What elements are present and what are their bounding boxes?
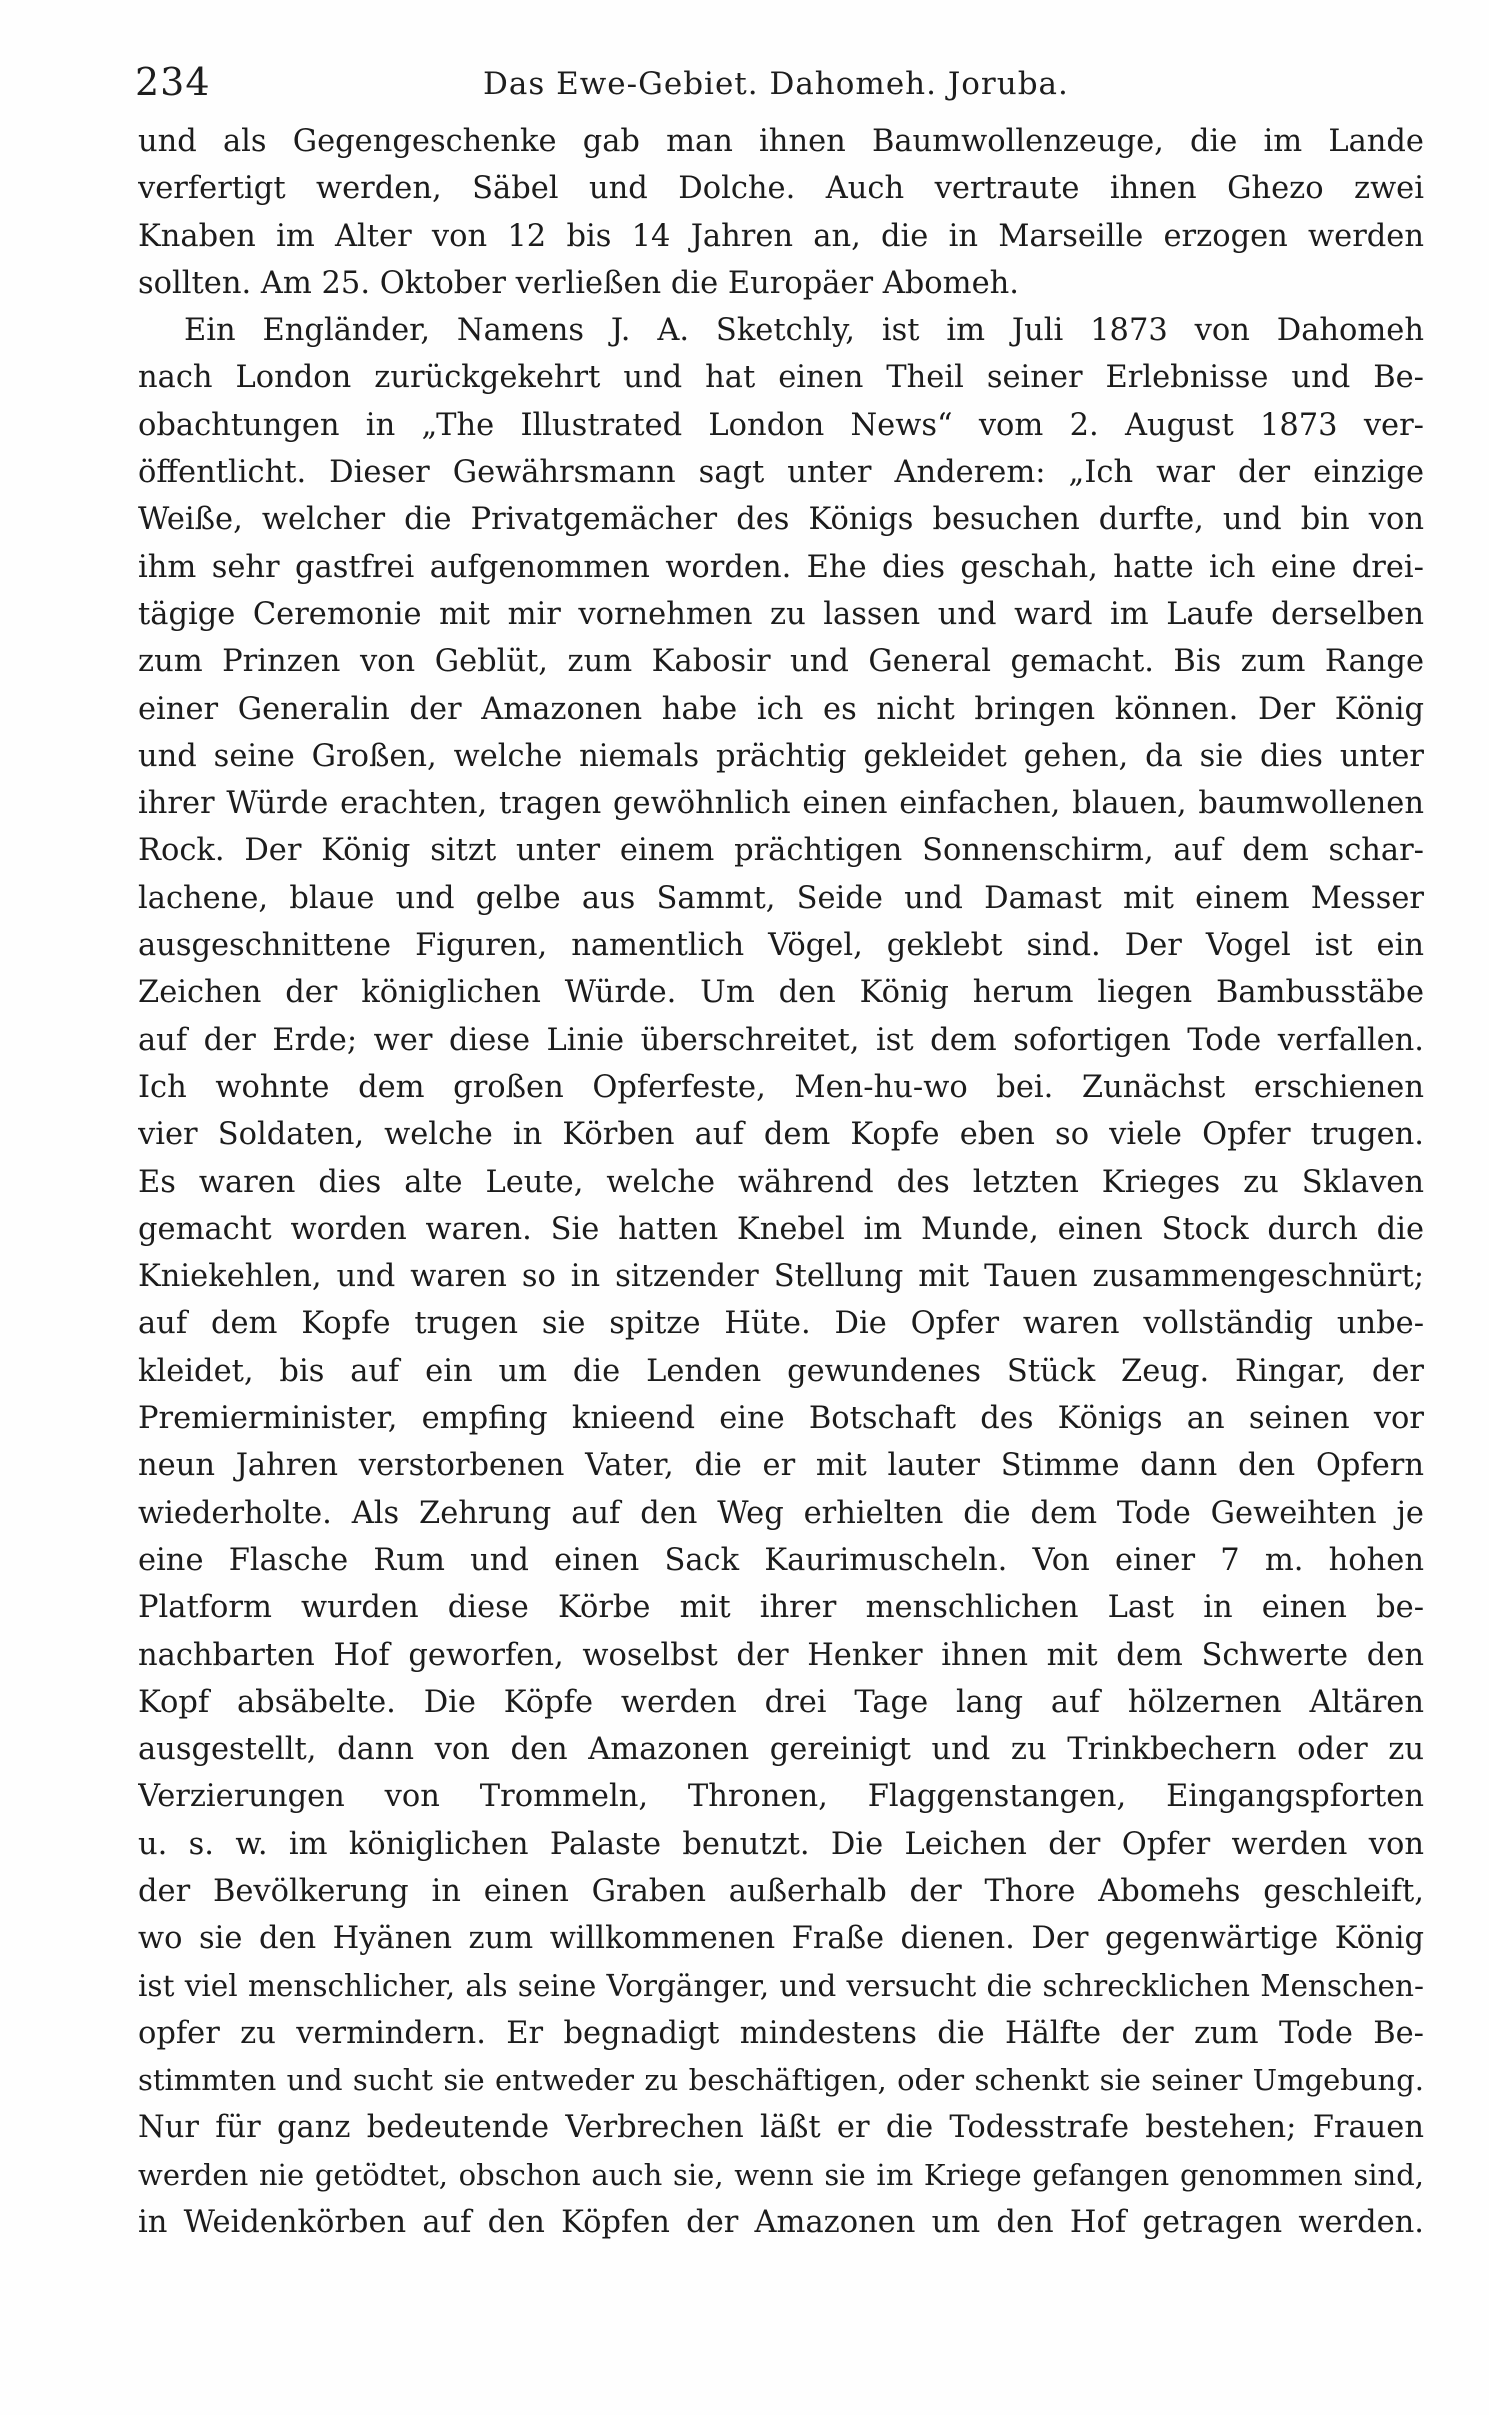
running-title: Das Ewe-Gebiet. Dahomeh. Joruba. xyxy=(483,66,1069,102)
text-line: kleidet, bis auf ein um die Lenden gewundenes Stück Zeug. Ringar, der xyxy=(138,1353,1424,1389)
text-line: der Bevölkerung in einen Graben außerhalb der Thore Abomehs geschleift, xyxy=(138,1873,1424,1909)
text-line: Rock. Der König sitzt unter einem prächtigen Sonnenschirm, auf dem schar- xyxy=(138,833,1424,869)
text-line: ihrer Würde erachten, tragen gewöhnlich einen einfachen, blauen, baumwollenen xyxy=(138,786,1424,822)
text-line: vier Soldaten, welche in Körben auf dem Kopfe eben so viele Opfer trugen. xyxy=(138,1117,1424,1153)
text-line: stimmten und sucht sie entweder zu beschäftigen, oder schenkt sie seiner Umgebung. xyxy=(138,2063,1424,2098)
text-line: verfertigt werden, Säbel und Dolche. Auch vertraute ihnen Ghezo zwei xyxy=(138,171,1424,207)
text-line: nach London zurückgekehrt und hat einen Theil seiner Erlebnisse und Be- xyxy=(138,360,1424,396)
text-line: Premierminister, empfing knieend eine Botschaft des Königs an seinen vor xyxy=(138,1401,1424,1437)
text-line: nachbarten Hof geworfen, woselbst der Henker ihnen mit dem Schwerte den xyxy=(138,1637,1424,1673)
text-line: Nur für ganz bedeutende Verbrechen läßt er die Todesstrafe bestehen; Frauen xyxy=(138,2110,1424,2146)
text-line: ihm sehr gastfrei aufgenommen worden. Ehe dies geschah, hatte ich eine drei- xyxy=(138,549,1424,585)
body-text xyxy=(138,118,1424,2246)
text-line: ist viel menschlicher, als seine Vorgänger, und versucht die schrecklichen Menschen- xyxy=(138,1968,1424,2003)
text-line: Weiße, welcher die Privatgemächer des Königs besuchen durfte, und bin von xyxy=(138,502,1424,538)
text-line: Knaben im Alter von 12 bis 14 Jahren an, die in Marseille erzogen werden xyxy=(138,218,1424,254)
text-line: Kniekehlen, und waren so in sitzender Stellung mit Tauen zusammengeschnürt; xyxy=(138,1259,1424,1295)
text-line: werden nie getödtet, obschon auch sie, wenn sie im Kriege gefangen genommen sind, xyxy=(138,2157,1424,2192)
text-line: wiederholte. Als Zehrung auf den Weg erhielten die dem Tode Geweihten je xyxy=(138,1495,1424,1531)
text-line: und seine Großen, welche niemals prächtig gekleidet gehen, da sie dies unter xyxy=(138,738,1424,774)
text-line: einer Generalin der Amazonen habe ich es nicht bringen können. Der König xyxy=(138,691,1424,727)
text-line: lachene, blaue und gelbe aus Sammt, Seide und Damast mit einem Messer xyxy=(138,880,1424,916)
text-line: Zeichen der königlichen Würde. Um den König herum liegen Bambusstäbe xyxy=(138,975,1424,1011)
text-line: wo sie den Hyänen zum willkommenen Fraße dienen. Der gegenwärtige König xyxy=(138,1921,1424,1957)
text-line: obachtungen in „The Illustrated London News“ vom 2. August 1873 ver- xyxy=(138,407,1424,443)
text-line: tägige Ceremonie mit mir vornehmen zu lassen und ward im Laufe derselben xyxy=(138,596,1424,632)
text-line: in Weidenkörben auf den Köpfen der Amazonen um den Hof getragen werden. xyxy=(138,2205,1424,2241)
text-line: auf dem Kopfe trugen sie spitze Hüte. Die Opfer waren vollständig unbe- xyxy=(138,1306,1424,1342)
page-number: 234 xyxy=(135,60,211,104)
text-line: auf der Erde; wer diese Linie überschreitet, ist dem sofortigen Tode verfallen. xyxy=(138,1022,1424,1058)
text-line: Ich wohnte dem großen Opferfeste, Men-hu-wo bei. Zunächst erschienen xyxy=(138,1069,1424,1105)
page-header xyxy=(135,56,1425,106)
text-line: neun Jahren verstorbenen Vater, die er mit lauter Stimme dann den Opfern xyxy=(138,1448,1424,1484)
text-line: Verzierungen von Trommeln, Thronen, Flaggenstangen, Eingangspforten xyxy=(138,1779,1424,1815)
text-line: eine Flasche Rum und einen Sack Kaurimuscheln. Von einer 7 m. hohen xyxy=(138,1542,1424,1578)
text-line: öffentlicht. Dieser Gewährsmann sagt unter Anderem: „Ich war der einzige xyxy=(138,455,1424,491)
text-line: gemacht worden waren. Sie hatten Knebel im Munde, einen Stock durch die xyxy=(138,1211,1424,1247)
text-line: zum Prinzen von Geblüt, zum Kabosir und General gemacht. Bis zum Range xyxy=(138,644,1424,680)
text-line: ausgestellt, dann von den Amazonen gereinigt und zu Trinkbechern oder zu xyxy=(138,1732,1424,1768)
text-line: und als Gegengeschenke gab man ihnen Baumwollenzeuge, die im Lande xyxy=(138,124,1424,159)
text-line: sollten. Am 25. Oktober verließen die Europäer Abomeh. xyxy=(138,265,1019,301)
text-line: Es waren dies alte Leute, welche während des letzten Krieges zu Sklaven xyxy=(138,1164,1424,1200)
text-line: Platform wurden diese Körbe mit ihrer menschlichen Last in einen be- xyxy=(138,1590,1424,1626)
text-line: opfer zu vermindern. Er begnadigt mindestens die Hälfte der zum Tode Be- xyxy=(138,2015,1424,2051)
text-line: u. s. w. im königlichen Palaste benutzt. Die Leichen der Opfer werden von xyxy=(138,1826,1424,1862)
text-line: Kopf absäbelte. Die Köpfe werden drei Tage lang auf hölzernen Altären xyxy=(138,1684,1424,1720)
text-line: ausgeschnittene Figuren, namentlich Vögel, geklebt sind. Der Vogel ist ein xyxy=(138,928,1424,964)
text-line: Ein Engländer, Namens J. A. Sketchly, ist im Juli 1873 von Dahomeh xyxy=(184,313,1424,349)
